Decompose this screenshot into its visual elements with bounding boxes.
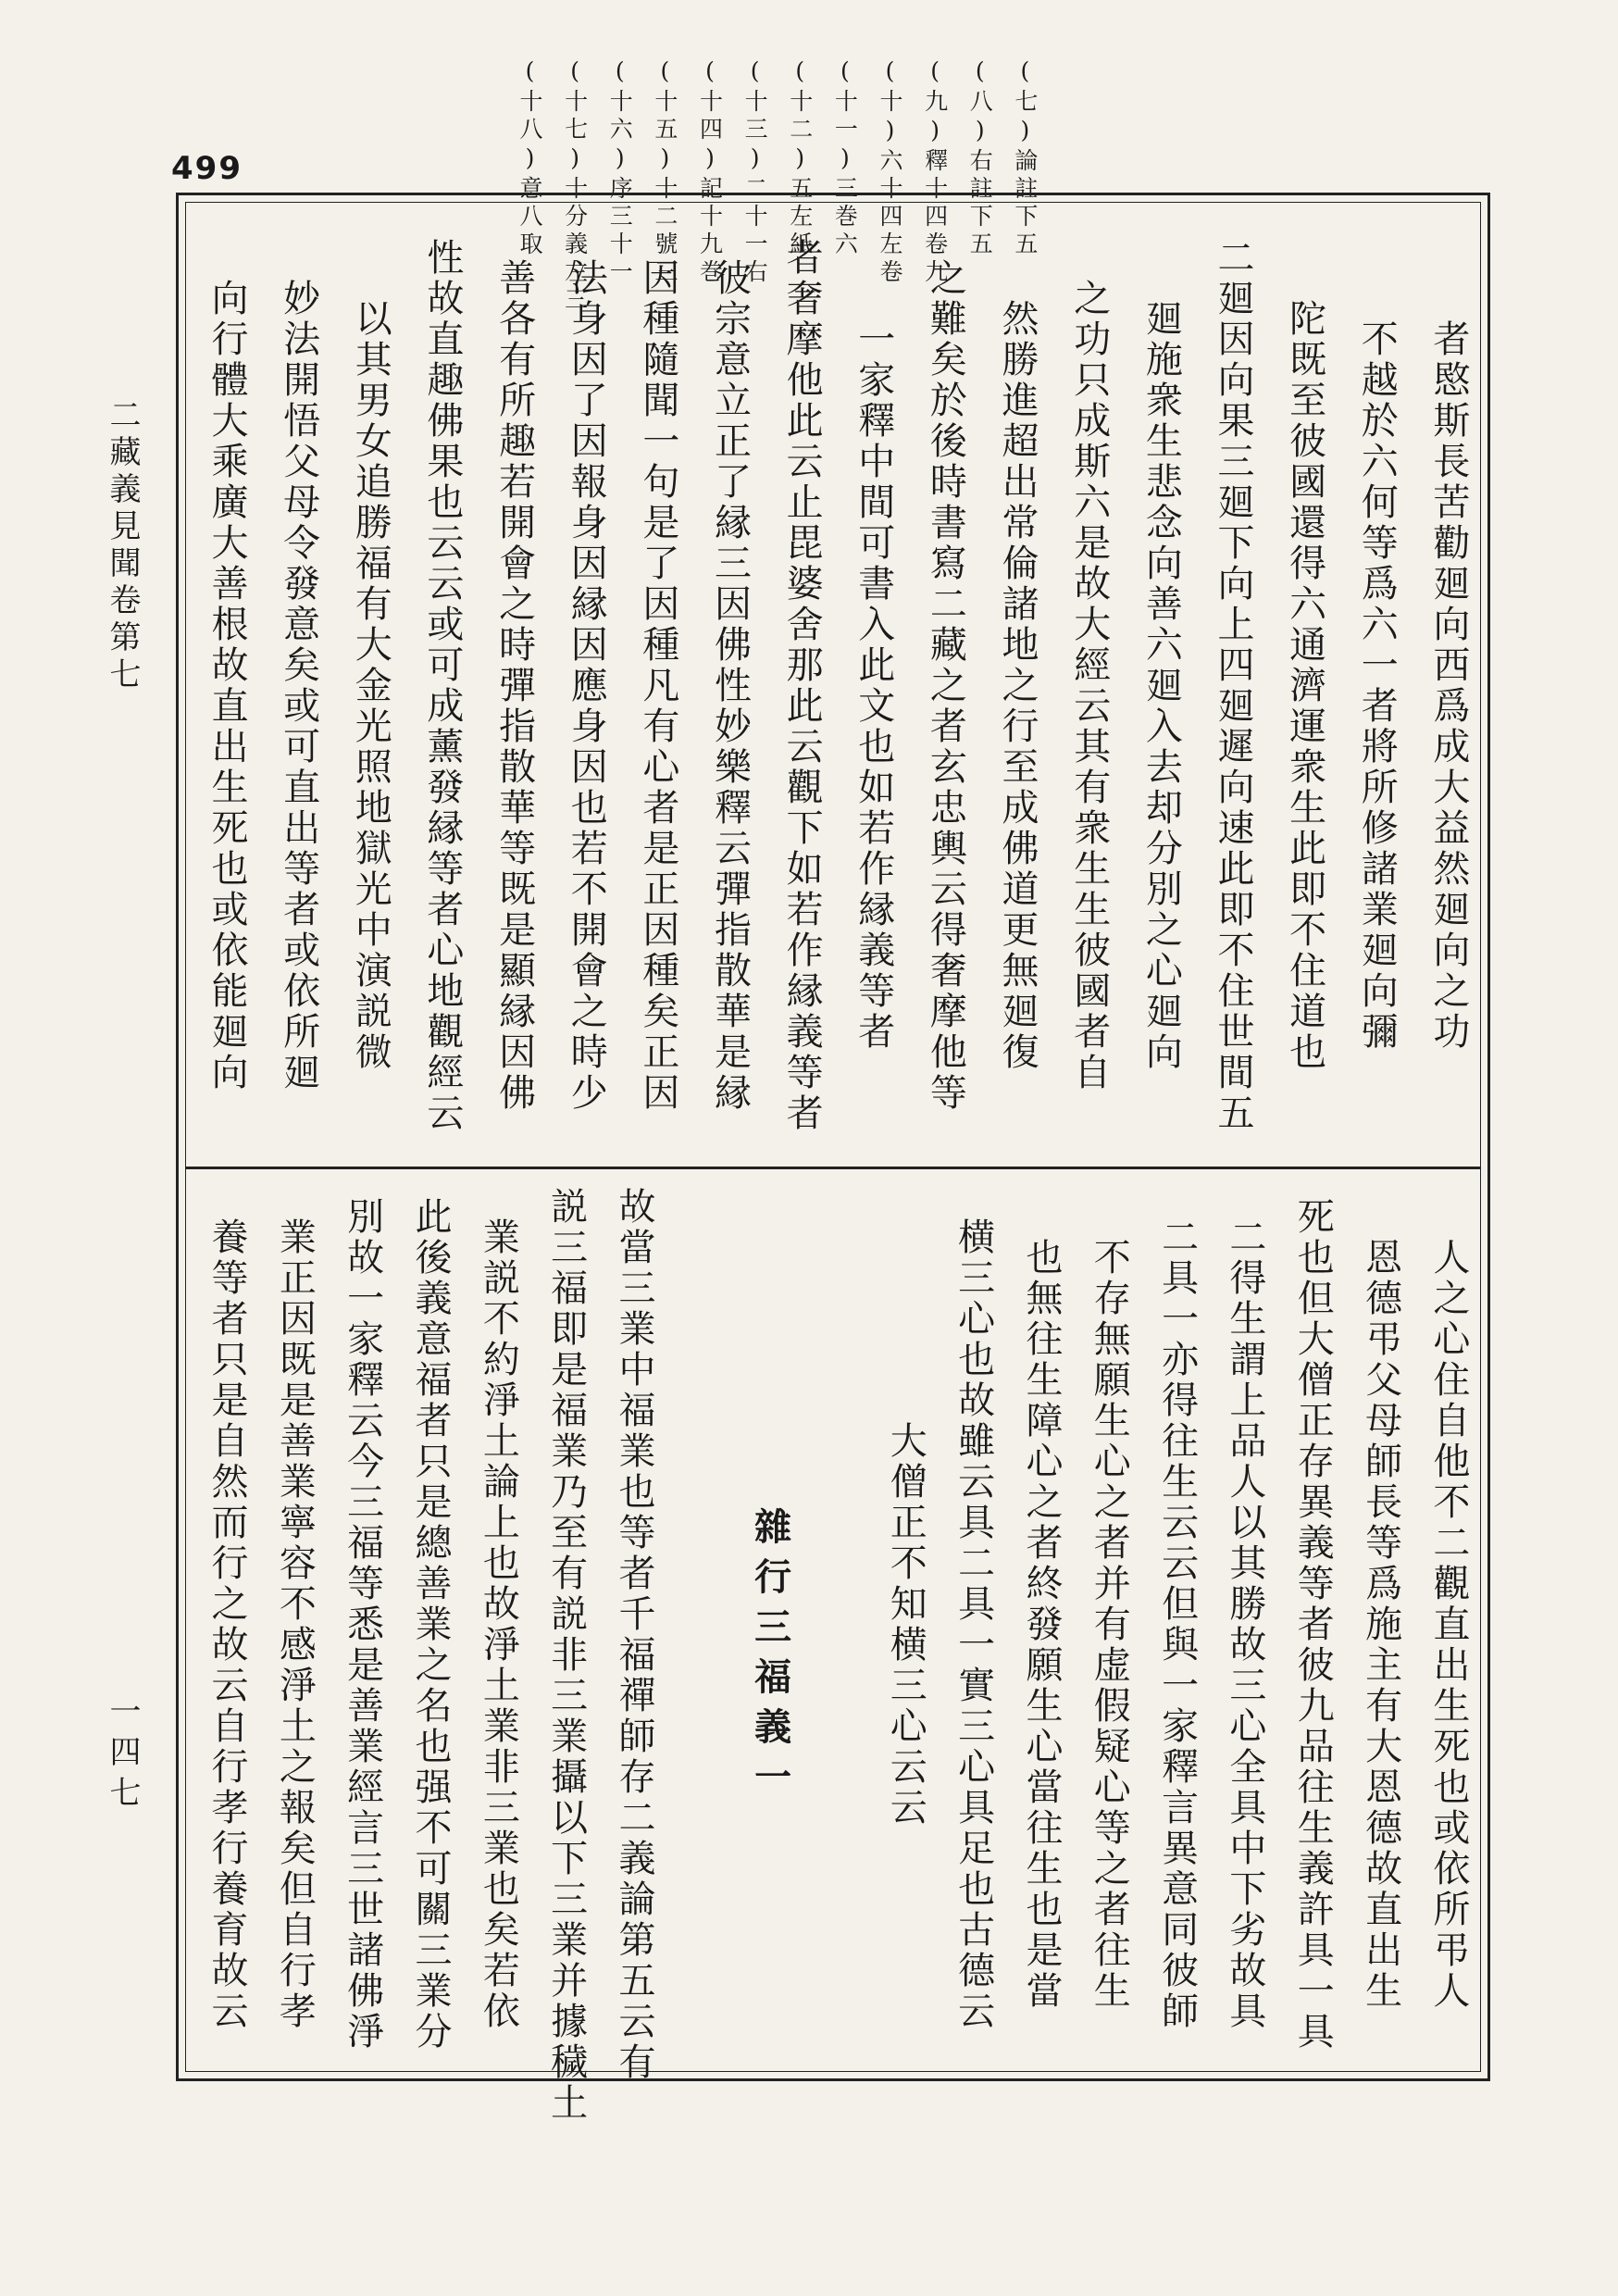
page-number: 499 bbox=[171, 150, 243, 187]
header-note: (十七)十分義左三 bbox=[561, 57, 589, 315]
text-column: 死也但大僧正存異義等者彼九品往生義許具一具 bbox=[1291, 1196, 1335, 2053]
text-column: 之難矣於後時書寫二藏之者玄忠輿云得奢摩他等 bbox=[924, 258, 967, 1114]
text-column: 説三福即是福業乃至有説非三業攝以下三業并據穢土 bbox=[544, 1187, 588, 2124]
text-column: 不存無願生心之者并有虚假疑心等之者往生 bbox=[1088, 1237, 1131, 2012]
text-column: 性故直趣佛果也云云或可成薰發縁等者心地觀經云 bbox=[420, 238, 464, 1134]
text-column: 者愍斯長苦勸廻向西爲成大益然廻向之功 bbox=[1426, 319, 1470, 1053]
text-column: 者奢摩他此云止毘婆舍那此云觀下如若作縁義等者 bbox=[780, 238, 824, 1134]
text-column: 妙法開悟父母令發意矣或可直出等者或依所廻 bbox=[277, 279, 320, 1093]
text-column: 不越於六何等爲六一者將所修諸業廻向彌 bbox=[1355, 319, 1399, 1053]
text-column: 別故一家釋云今三福等悉是善業經言三世諸佛淨 bbox=[341, 1196, 384, 2053]
text-column: 法身因了因報身因縁因應身因也若不開會之時少 bbox=[565, 258, 608, 1114]
text-column: 大僧正不知横三心云云 bbox=[884, 1420, 927, 1828]
header-note: (十六)序三十一 bbox=[606, 57, 634, 287]
header-note: (九)釋十四卷九 bbox=[921, 57, 949, 287]
text-column: 向行體大乘廣大善根故直出生死也或依能廻向 bbox=[205, 279, 248, 1093]
text-column: 此後義意福者只是總善業之名也强不可關三業分 bbox=[408, 1196, 452, 2053]
lower-text-block bbox=[199, 1187, 1470, 2124]
text-column: 恩德弔父母師長等爲施主有大恩德故直出生 bbox=[1359, 1237, 1402, 2012]
text-column bbox=[810, 1187, 856, 2062]
text-column: 廻施衆生悲念向善六廻入去却分別之心廻向 bbox=[1139, 299, 1183, 1073]
text-column: 然勝進超出常倫諸地之行至成佛道更無廻復 bbox=[996, 299, 1039, 1073]
header-notes bbox=[517, 57, 1039, 315]
text-column: 一家釋中間可書入此文也如若作縁義等者 bbox=[852, 319, 895, 1053]
text-column: 之功只成斯六是故大經云其有衆生生彼國者自 bbox=[1067, 279, 1111, 1093]
running-title: 二藏義見聞卷第七 bbox=[104, 398, 141, 694]
header-note: (七)論註下五 bbox=[1011, 57, 1039, 259]
text-column: 也無往生障心之者終發願生心當往生也是當 bbox=[1019, 1237, 1063, 2012]
text-column: 故當三業中福業也等者千福禪師存二義論第五云有 bbox=[612, 1187, 655, 2083]
header-note: (十二)五左紙 bbox=[786, 57, 814, 259]
section-divider bbox=[185, 1167, 1481, 1169]
section-title: 雜行三福義一 bbox=[748, 1506, 792, 1807]
text-column: 善各有所趣若開會之時彈指散華等既是顯縁因佛 bbox=[492, 258, 536, 1114]
header-note: (十一)三巻六 bbox=[831, 57, 859, 259]
text-column: 二具一亦得往生云云但與一家釋言異意同彼師 bbox=[1155, 1217, 1199, 2032]
text-column: 業正因既是善業寧容不感淨土之報矣但自行孝 bbox=[273, 1217, 317, 2032]
text-column: 二廻因向果三廻下向上四廻遲向速此即不住世間五 bbox=[1211, 238, 1254, 1134]
upper-text-block bbox=[199, 218, 1470, 1154]
header-note: (八)右註下五 bbox=[966, 57, 994, 259]
text-column: 業説不約淨土論上也故淨土業非三業也矣若依 bbox=[477, 1217, 520, 2032]
text-column: 因種隨聞一句是了因種凡有心者是正因種矣正因 bbox=[636, 258, 679, 1114]
header-note: (十四)記十九巻 bbox=[696, 57, 724, 287]
header-note: (十五)十二號三 bbox=[651, 57, 678, 287]
folio-number: 一四七 bbox=[104, 1694, 141, 1816]
text-column bbox=[674, 1187, 720, 2062]
header-note: (十八)意八取 bbox=[517, 57, 543, 259]
header-note: (十三)二十一右 bbox=[741, 57, 769, 287]
text-column: 人之心住自他不二觀直出生死也或依所弔人 bbox=[1426, 1237, 1470, 2012]
text-column: 陀既至彼國還得六通濟運衆生此即不住道也 bbox=[1283, 299, 1326, 1073]
text-column: 彼宗意立正了縁三因佛性妙樂釋云彈指散華是縁 bbox=[708, 258, 752, 1114]
text-column: 以其男女追勝福有大金光照地獄光中演説微 bbox=[349, 299, 392, 1073]
header-note: (十)六十四左卷 bbox=[877, 57, 903, 287]
text-column: 二得生謂上品人以其勝故三心全具中下劣故具 bbox=[1223, 1217, 1266, 2032]
text-column: 養等者只是自然而行之故云自行孝行養育故云 bbox=[205, 1217, 248, 2032]
text-column: 横三心也故雖云具二具一實三心具足也古德云 bbox=[952, 1217, 995, 2032]
